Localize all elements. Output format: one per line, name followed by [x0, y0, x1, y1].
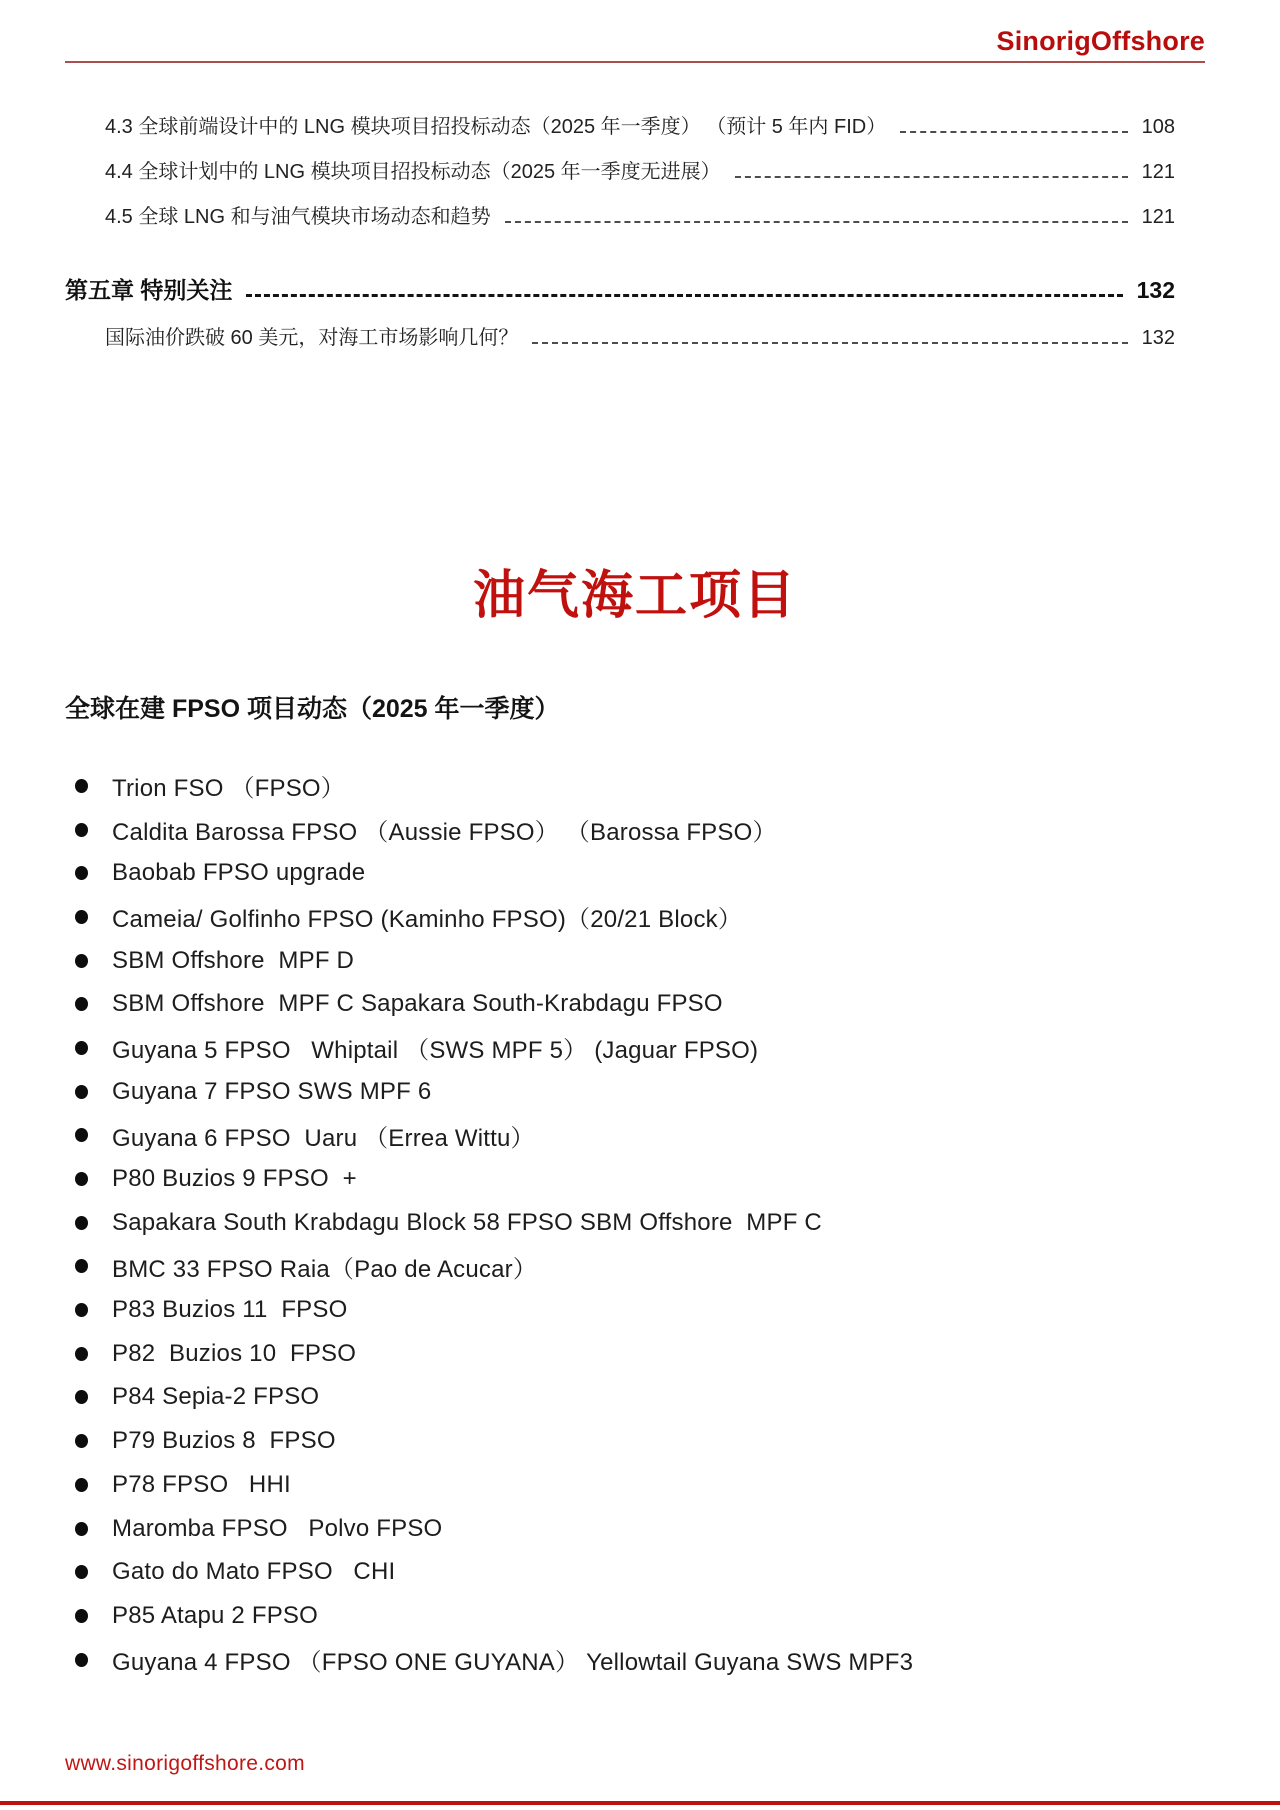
list-item: [65, 1070, 1205, 1114]
project-name: SBM Offshore MPF C Sapakara South-Krabdagu FPSO: [112, 990, 723, 1018]
section-title: 油气海工项目: [472, 567, 797, 625]
list-item: [65, 764, 1205, 808]
bullet-icon: [75, 1216, 88, 1230]
bullet-icon: [75, 779, 88, 793]
project-name: Baobab FPSO upgrade: [112, 859, 366, 887]
project-name: P79 Buzios 8 FPSO: [112, 1427, 336, 1455]
bullet-icon: [75, 1565, 88, 1579]
toc-entry-label: 第五章 特别关注: [65, 277, 233, 303]
toc-leader-dashes: [505, 221, 1128, 223]
project-name: Guyana 4 FPSO （FPSO ONE GUYANA） Yellowtail Guyana SWS MPF3: [112, 1649, 914, 1677]
header-divider: [65, 61, 1205, 63]
list-item: [65, 1463, 1205, 1507]
project-name: P82 Buzios 10 FPSO: [112, 1339, 357, 1367]
list-item: [65, 1419, 1205, 1463]
toc-leader-dashes: [900, 131, 1127, 133]
bullet-icon: [75, 1390, 88, 1404]
bullet-icon: [75, 1347, 88, 1361]
toc-page-number: 132: [1136, 277, 1175, 303]
project-name: Guyana 7 FPSO SWS MPF 6: [112, 1077, 432, 1105]
list-item: [65, 1201, 1205, 1245]
page-header: [65, 0, 1205, 63]
list-item: [65, 982, 1205, 1026]
bullet-icon: [75, 1259, 88, 1273]
list-item: [65, 1376, 1205, 1420]
toc-row: [65, 158, 1175, 186]
list-item: [65, 895, 1205, 939]
project-name: Caldita Barossa FPSO （Aussie FPSO） （Barossa FPSO）: [112, 819, 777, 847]
list-item: [65, 939, 1205, 983]
bullet-icon: [75, 1609, 88, 1623]
bullet-icon: [75, 1303, 88, 1317]
project-name: Gato do Mato FPSO CHI: [112, 1558, 396, 1586]
list-item: [65, 1245, 1205, 1289]
bullet-icon: [75, 1434, 88, 1448]
toc-page-number: 132: [1141, 327, 1175, 349]
list-item: [65, 1594, 1205, 1638]
toc-entry-label: 4.4 全球计划中的 LNG 模块项目招投标动态（2025 年一季度无进展）: [105, 161, 721, 183]
toc-page-number: 121: [1141, 161, 1175, 183]
toc-row: [65, 113, 1175, 141]
toc-page-number: 108: [1141, 116, 1175, 138]
project-name: Guyana 5 FPSO Whiptail （SWS MPF 5） (Jaguar FPSO): [112, 1037, 759, 1065]
project-name: BMC 33 FPSO Raia（Pao de Acucar）: [112, 1255, 538, 1283]
bullet-icon: [75, 997, 88, 1011]
project-name: SBM Offshore MPF D: [112, 946, 355, 974]
toc-leader-dashes: [532, 342, 1127, 344]
toc-entry-label: 国际油价跌破 60 美元，对海工市场影响几何？: [105, 327, 519, 349]
project-name: Maromba FPSO Polvo FPSO: [112, 1514, 443, 1542]
list-item: [65, 1288, 1205, 1332]
footer-website-link[interactable]: www.sinorigoffshore.com: [65, 1752, 305, 1775]
project-name: P84 Sepia-2 FPSO: [112, 1383, 320, 1411]
toc-row: [65, 203, 1175, 231]
project-name: Guyana 6 FPSO Uaru （Errea Wittu）: [112, 1124, 535, 1152]
list-item: [65, 1157, 1205, 1201]
subsection-heading: 全球在建 FPSO 项目动态（2025 年一季度）: [65, 695, 560, 723]
bullet-icon: [75, 1522, 88, 1536]
project-name: P83 Buzios 11 FPSO: [112, 1296, 348, 1324]
bullet-icon: [75, 1085, 88, 1099]
bullet-icon: [75, 1041, 88, 1055]
list-item: [65, 1026, 1205, 1070]
bullet-icon: [75, 823, 88, 837]
bullet-icon: [75, 954, 88, 968]
bullet-icon: [75, 1478, 88, 1492]
project-name: Cameia/ Golfinho FPSO (Kaminho FPSO)（20/21 Block）: [112, 906, 743, 934]
bullet-icon: [75, 1172, 88, 1186]
list-item: [65, 1550, 1205, 1594]
brand-logo-text: SinorigOffshore: [996, 26, 1205, 56]
list-item: [65, 1114, 1205, 1158]
toc-page-number: 121: [1141, 206, 1175, 228]
bullet-icon: [75, 866, 88, 880]
footer-divider: [0, 1801, 1280, 1805]
bullet-icon: [75, 1128, 88, 1142]
project-name: P78 FPSO HHI: [112, 1470, 291, 1498]
bullet-icon: [75, 910, 88, 924]
project-list: [65, 764, 1205, 1681]
toc-row: [65, 324, 1175, 352]
list-item: [65, 1332, 1205, 1376]
project-name: P80 Buzios 9 FPSO +: [112, 1165, 357, 1193]
project-name: Trion FSO （FPSO）: [112, 775, 346, 803]
toc-leader-dashes: [735, 176, 1128, 178]
list-item: [65, 1507, 1205, 1551]
toc-entry-label: 4.3 全球前端设计中的 LNG 模块项目招投标动态（2025 年一季度） （预计 5 年内 FID）: [105, 116, 887, 138]
list-item: [65, 851, 1205, 895]
project-name: Sapakara South Krabdagu Block 58 FPSO SBM Offshore MPF C: [112, 1208, 822, 1236]
toc-entry-label: 4.5 全球 LNG 和与油气模块市场动态和趋势: [105, 206, 491, 228]
list-item: [65, 808, 1205, 852]
list-item: [65, 1638, 1205, 1682]
toc-leader-dashes: [246, 294, 1122, 297]
table-of-contents: [65, 113, 1205, 352]
project-name: P85 Atapu 2 FPSO: [112, 1601, 318, 1629]
bullet-icon: [75, 1653, 88, 1667]
toc-row: [65, 274, 1175, 306]
